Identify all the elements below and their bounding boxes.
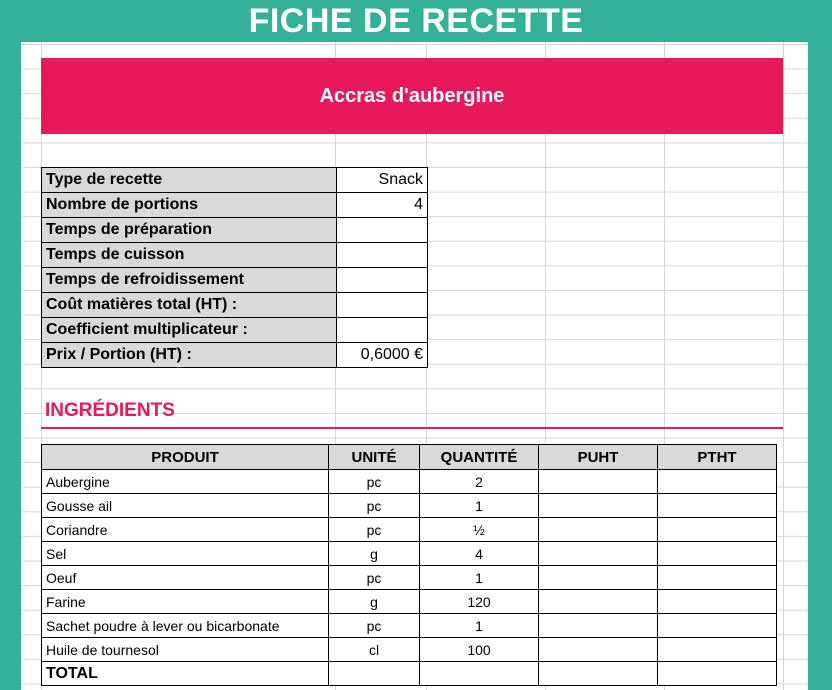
cell-ptht[interactable] [658,590,777,614]
cell-puht[interactable] [539,638,658,662]
cell-produit[interactable]: Sachet poudre à lever ou bicarbonate [42,614,329,638]
cell-puht[interactable] [539,590,658,614]
total-label[interactable]: TOTAL [42,662,329,686]
total-cell[interactable] [329,662,420,686]
cell-unite[interactable]: pc [329,494,420,518]
cell-unite[interactable]: pc [329,614,420,638]
column-header-ptht[interactable]: PTHT [658,445,777,470]
info-row [42,318,428,343]
info-label[interactable]: Nombre de portions [42,193,337,218]
table-row [42,614,777,638]
cell-puht[interactable] [539,470,658,494]
info-label[interactable]: Temps de cuisson [42,243,337,268]
gridline [783,42,784,690]
cell-ptht[interactable] [658,494,777,518]
column-header-unite[interactable]: UNITÉ [329,445,420,470]
cell-quantite[interactable]: 120 [420,590,539,614]
table-row [42,494,777,518]
info-value[interactable] [337,293,428,318]
cell-produit[interactable]: Huile de tournesol [42,638,329,662]
info-value[interactable] [337,218,428,243]
info-label[interactable]: Prix / Portion (HT) : [42,343,337,368]
cell-puht[interactable] [539,542,658,566]
recipe-info-table [41,167,428,368]
cell-ptht[interactable] [658,518,777,542]
cell-unite[interactable]: pc [329,566,420,590]
cell-ptht[interactable] [658,614,777,638]
cell-puht[interactable] [539,494,658,518]
ingredients-section-title: INGRÉDIENTS [45,400,175,421]
info-row [42,218,428,243]
cell-ptht[interactable] [658,542,777,566]
info-value[interactable] [337,268,428,293]
cell-quantite[interactable]: ½ [420,518,539,542]
table-row [42,542,777,566]
cell-quantite[interactable]: 100 [420,638,539,662]
info-row [42,343,428,368]
column-header-puht[interactable]: PUHT [539,445,658,470]
info-value[interactable] [337,243,428,268]
table-row [42,518,777,542]
section-divider [41,427,783,429]
column-header-quantite[interactable]: QUANTITÉ [420,445,539,470]
cell-quantite[interactable]: 4 [420,542,539,566]
cell-unite[interactable]: pc [329,470,420,494]
table-row [42,590,777,614]
info-row [42,268,428,293]
info-label[interactable]: Temps de préparation [42,218,337,243]
cell-produit[interactable]: Sel [42,542,329,566]
ingredients-table [41,444,777,686]
table-header-row [42,445,777,470]
cell-produit[interactable]: Oeuf [42,566,329,590]
total-row [42,662,777,686]
cell-ptht[interactable] [658,470,777,494]
cell-produit[interactable]: Aubergine [42,470,329,494]
total-cell[interactable] [539,662,658,686]
column-header-produit[interactable]: PRODUIT [42,445,329,470]
cell-puht[interactable] [539,518,658,542]
cell-produit[interactable]: Coriandre [42,518,329,542]
cell-ptht[interactable] [658,638,777,662]
info-label[interactable]: Coût matières total (HT) : [42,293,337,318]
info-label[interactable]: Coefficient multiplicateur : [42,318,337,343]
info-value[interactable]: Snack [337,168,428,193]
info-label[interactable]: Temps de refroidissement [42,268,337,293]
cell-produit[interactable]: Farine [42,590,329,614]
page-title: FICHE DE RECETTE [248,2,584,40]
info-value[interactable] [337,318,428,343]
info-value[interactable]: 0,6000 € [337,343,428,368]
cell-unite[interactable]: cl [329,638,420,662]
info-row [42,293,428,318]
spreadsheet[interactable] [21,42,808,690]
total-cell[interactable] [658,662,777,686]
table-row [42,470,777,494]
cell-quantite[interactable]: 1 [420,494,539,518]
cell-quantite[interactable]: 1 [420,566,539,590]
cell-puht[interactable] [539,566,658,590]
total-cell[interactable] [420,662,539,686]
info-row [42,243,428,268]
table-row [42,638,777,662]
info-row [42,193,428,218]
cell-puht[interactable] [539,614,658,638]
info-row [42,168,428,193]
cell-unite[interactable]: g [329,542,420,566]
cell-ptht[interactable] [658,566,777,590]
cell-produit[interactable]: Gousse ail [42,494,329,518]
info-value[interactable]: 4 [337,193,428,218]
recipe-name-banner[interactable]: Accras d'aubergine [41,58,783,134]
cell-unite[interactable]: g [329,590,420,614]
cell-unite[interactable]: pc [329,518,420,542]
cell-quantite[interactable]: 1 [420,614,539,638]
info-label[interactable]: Type de recette [42,168,337,193]
cell-quantite[interactable]: 2 [420,470,539,494]
table-row [42,566,777,590]
